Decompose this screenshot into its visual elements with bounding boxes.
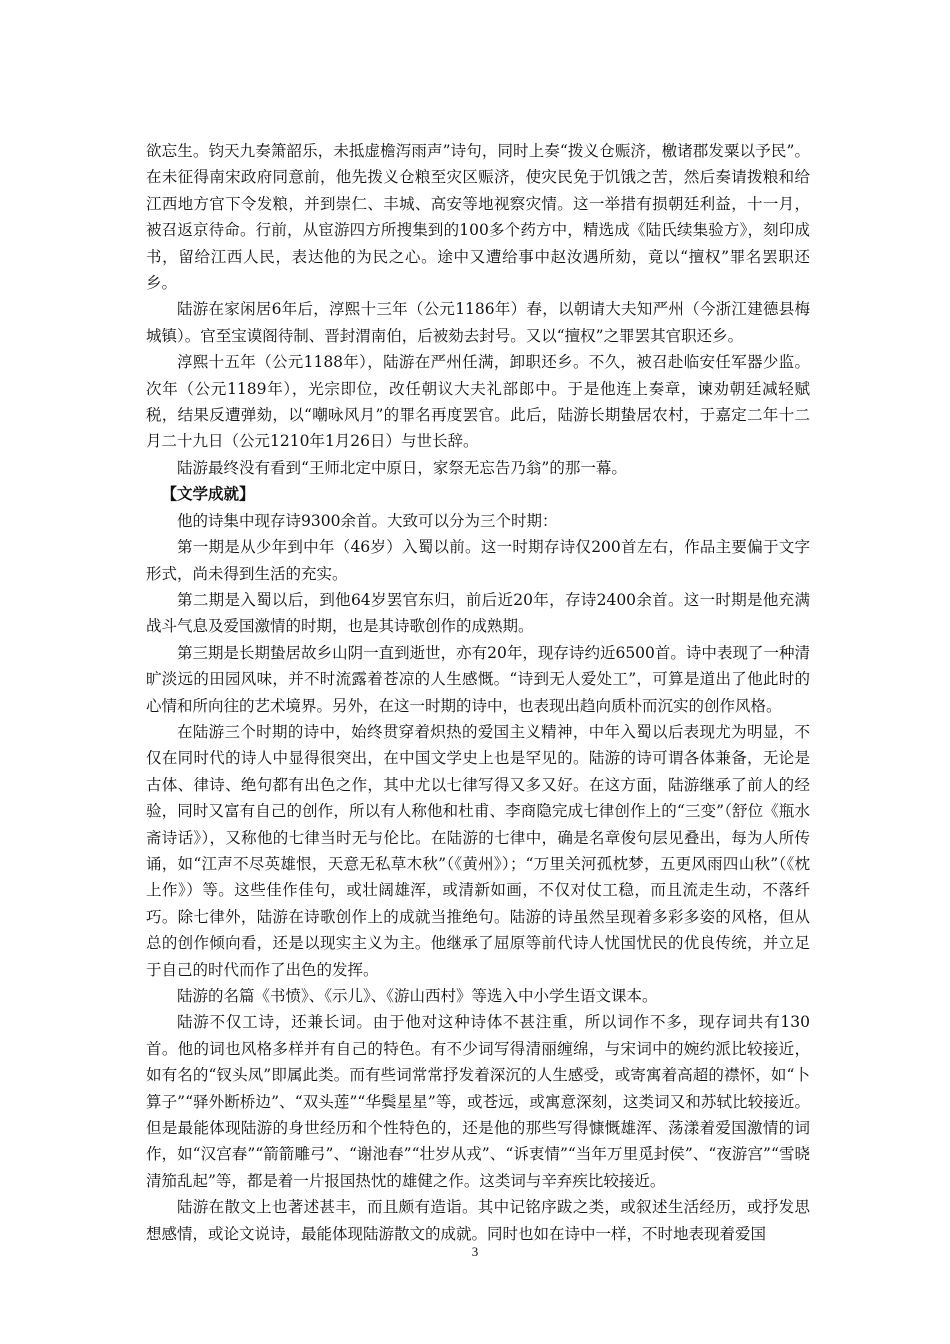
paragraph-poem-count: 他的诗集中现存诗9300余首。大致可以分为三个时期：: [177, 511, 558, 530]
paragraph-patriotism: 在陆游三个时期的诗中，始终贯穿着炽热的爱国主义精神，中年入蜀以后表现尤为明显，不仅在同时代的诗人中显得很突出，在中国文学史上也是罕见的。陆游的诗可谓各体兼备，无论是古体、律诗、绝句都有出色之作，其中尤以七律写得又多又好。在这方面，陆游继承了前人的经验，同时又富有自己的创作，所以有人称他和杜甫、李商隐完成七律创作上的“三变”（舒位《瓶水斋诗话》），又称他的七律当时无与伦比。在陆游的七律中，确是名章俊句层见叠出，每为人所传诵，如“江声不尽英雄恨，天意无私草木秋”（《黄州》）；“万里关河孤枕梦，五更风雨四山秋”（《枕上作》）等。这些佳作佳句，或壮阔雄浑，或清新如画，不仅对仗工稳，而且流走生动，不落纤巧。除七律外，陆游在诗歌创作上的成就当推绝句。陆游的诗虽然呈现着多彩多姿的风格，但从总的创作倾向看，还是以现实主义为主。他继承了屈原等前代诗人忧国忧民的优良传统，并立足于自己的时代而作了出色的发挥。: [146, 722, 810, 979]
paragraph-ci-poetry: 陆游不仅工诗，还兼长词。由于他对这种诗体不甚注重，所以词作不多，现存词共有130首。他的词也风格多样并有自己的特色。有不少词写得清丽缠绵，与宋词中的婉约派比较接近，如有名的“钗头凤”即属此类。而有些词常常抒发着深沉的人生感受，或寄寓着高超的襟怀，如“卜算子”“驿外断桥边”、“双头莲”“华鬓星星”等，或苍远，或寓意深刻，这类词又和苏轼比较接近。但是最能体现陆游的身世经历和个性特色的，还是他的那些写得慷慨雄浑、荡漾着爱国激情的词作，如“汉宫春”“箭箭雕弓”、“谢池春”“壮岁从戎”、“诉衷情”“当年万里觅封侯”、“夜游宫”“雪晓清笳乱起”等，都是着一片报国热忱的雄健之作。这类词与辛弃疾比较接近。: [146, 1013, 810, 1190]
paragraph-idle-at-home: 陆游在家闲居6年后，淳熙十三年（公元1186年）春，以朝请大夫知严州（今浙江建德县梅城镇）。官至宝谟阁待制、晋封渭南伯，后被劾去封号。又以“擅权”之罪罢其官职还乡。: [146, 300, 810, 345]
paragraph-chunxi-fifteen: 淳熙十五年（公元1188年），陆游在严州任满，卸职还乡。不久，被召赴临安任军器少监。次年（公元1189年），光宗即位，改任朝议大夫礼部郎中。于是他连上奏章，谏劝朝廷减轻赋税，结果反遭弹劾，以“嘲咏风月”的罪名再度罢官。此后，陆游长期蛰居农村，于嘉定二年十二月二十九日（公元1210年1月26日）与世长辞。: [146, 353, 810, 451]
paragraph-textbooks: 陆游的名篇《书愤》、《示儿》、《游山西村》等选入中小学生语文课本。: [177, 987, 658, 1005]
document-page: [146, 138, 810, 1247]
paragraph-prose: 陆游在散文上也著述甚丰，而且颇有造诣。其中记铭序跋之类，或叙述生活经历，或抒发思想感情，或论文说诗，最能体现陆游散文的成就。同时也如在诗中一样，不时地表现着爱国: [146, 1198, 810, 1243]
paragraph-period-one: 第一期是从少年到中年（46岁）入蜀以前。这一时期存诗仅200首左右，作品主要偏于文字形式，尚未得到生活的充实。: [146, 538, 810, 583]
paragraph-period-two: 第二期是入蜀以后，到他64岁罢官东归，前后近20年，存诗2400余首。这一时期是他充满战斗气息及爱国激情的时期，也是其诗歌创作的成熟期。: [146, 590, 810, 636]
paragraph-period-three: 第三期是长期蛰居故乡山阴一直到逝世，亦有20年，现存诗约近6500首。诗中表现了一种清旷淡远的田园风味，并不时流露着苍凉的人生感慨。“诗到无人爱处工”，可算是道出了他此时的心情和所向往的艺术境界。另外，在这一时期的诗中，也表现出趋向质朴而沉实的创作风格。: [146, 643, 810, 715]
section-heading: 【文学成就】: [161, 485, 255, 504]
paragraph-final-scene: 陆游最终没有看到“王师北定中原日，家祭无忘告乃翁”的那一幕。: [177, 458, 627, 477]
paragraph-continued: 欲忘生。钧天九奏箫韶乐，未抵虚檐泻雨声”诗句，同时上奏“拨义仓赈济，檄诸郡发粟以予民”。在未征得南宋政府同意前，他先拨义仓粮至灾区赈济，使灾民免于饥饿之苦，然后奏请拨粮和给江西地方官下令发粮，并到崇仁、丰城、高安等地视察灾情。这一举措有损朝廷利益，十一月，被召返京待命。行前，从宦游四方所搜集到的100多个药方中，精选成《陆氏续集验方》，刻印成书，留给江西人民，表达他的为民之心。途中又遭给事中赵汝遇所劾，竟以“擅权”罪名罢职还乡。: [146, 142, 810, 293]
page-number: 3: [471, 1244, 479, 1259]
